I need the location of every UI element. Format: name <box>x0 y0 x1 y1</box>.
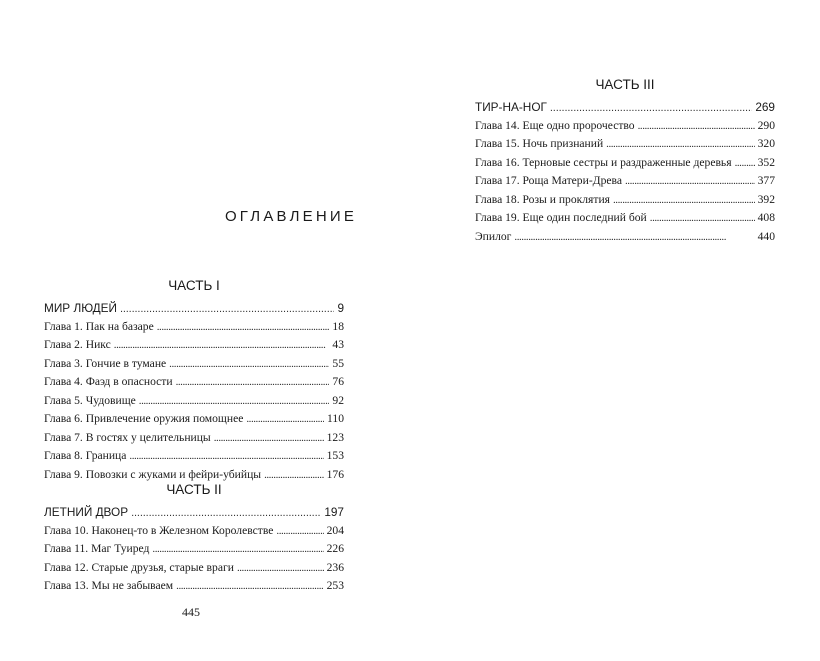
toc-entry-label: Глава 1. Пак на базаре <box>44 319 154 333</box>
toc-entry-label: Глава 3. Гончие в тумане <box>44 356 167 370</box>
toc-entry <box>44 318 344 337</box>
toc-entry <box>44 299 344 318</box>
dot-leader <box>152 540 323 559</box>
part-3-heading: ЧАСТЬ III <box>595 77 655 92</box>
toc-entry <box>44 447 344 466</box>
toc-entry-page: 236 <box>326 560 344 574</box>
toc-entry-label: Глава 10. Наконец-то в Железном Королевстве <box>44 523 274 537</box>
toc-entry <box>475 154 775 173</box>
dot-leader <box>114 336 330 355</box>
toc-entry-label: Глава 8. Граница <box>44 449 127 462</box>
toc-entry-label: МИР ЛЮДЕЙ <box>44 301 117 315</box>
toc-entry <box>44 559 344 578</box>
toc-entry-page: 76 <box>332 375 344 388</box>
toc-entry <box>475 228 775 247</box>
dot-leader <box>176 373 330 392</box>
dot-leader <box>176 577 323 596</box>
toc-entry <box>44 540 344 559</box>
dot-leader <box>246 410 324 429</box>
toc-entry <box>44 336 344 355</box>
toc-entry <box>44 503 344 522</box>
dot-leader <box>276 522 323 541</box>
toc-entry-page: 18 <box>332 319 344 333</box>
toc-entry-label: Глава 12. Старые друзья, старые враги <box>44 560 234 574</box>
toc-entry <box>475 135 775 154</box>
toc-entry <box>475 191 775 210</box>
dot-leader <box>625 172 755 191</box>
toc-entry <box>44 373 344 392</box>
toc-entry-label: Глава 13. Мы не забываем <box>44 579 174 592</box>
part-2-entries <box>44 503 344 596</box>
toc-entry-page: 110 <box>327 412 344 425</box>
part-1-heading: ЧАСТЬ I <box>168 278 220 293</box>
toc-entry-label: Глава 9. Повозки с жуками и фейри-убийцы <box>44 467 262 481</box>
dot-leader <box>613 191 755 210</box>
toc-entry <box>44 522 344 541</box>
toc-entry-label: Глава 15. Ночь признаний <box>475 137 604 150</box>
toc-entry-page: 269 <box>755 100 775 114</box>
dot-leader <box>169 355 329 374</box>
toc-entry <box>44 392 344 411</box>
toc-entry-label: Глава 7. В гостях у целительницы <box>44 430 211 444</box>
toc-title: ОГЛАВЛЕНИЕ <box>224 208 358 225</box>
toc-entry-label: ЛЕТНИЙ ДВОР <box>44 505 129 519</box>
toc-entry-label: Глава 14. Еще одно пророчество <box>475 118 635 132</box>
toc-entry <box>44 429 344 448</box>
toc-entry <box>475 98 775 117</box>
toc-entry-page: 392 <box>757 192 775 206</box>
toc-entry-page: 197 <box>324 505 344 519</box>
toc-entry-label: Глава 11. Маг Туиред <box>44 542 150 555</box>
toc-entry-page: 9 <box>337 301 344 315</box>
toc-entry-label: Глава 16. Терновые сестры и раздраженные деревья <box>475 155 732 169</box>
dot-leader <box>157 318 330 337</box>
toc-entry-label: Глава 5. Чудовище <box>44 393 136 407</box>
toc-entry-page: 55 <box>332 356 344 370</box>
dot-leader <box>214 429 324 448</box>
toc-entry <box>44 355 344 374</box>
toc-entry <box>44 577 344 596</box>
toc-entry-label: Глава 18. Розы и проклятия <box>475 192 610 206</box>
toc-entry-page: 352 <box>757 155 775 169</box>
toc-entry-page: 290 <box>757 118 775 132</box>
toc-entry-label: Глава 2. Никс <box>44 338 111 351</box>
toc-entry-page: 440 <box>757 229 775 243</box>
toc-entry-label: Глава 4. Фаэд в опасности <box>44 375 173 388</box>
toc-entry-page: 92 <box>332 393 344 407</box>
toc-entry-label: Эпилог <box>475 229 512 243</box>
toc-entry <box>475 209 775 228</box>
toc-entry <box>475 117 775 136</box>
toc-entry-page: 123 <box>326 430 344 444</box>
toc-entry-page: 176 <box>326 467 344 481</box>
dot-leader <box>120 300 335 319</box>
dot-leader <box>129 447 323 466</box>
dot-leader <box>550 99 752 118</box>
part-3-entries <box>475 98 775 246</box>
dot-leader <box>638 117 755 136</box>
toc-entry-page: 320 <box>757 137 775 150</box>
toc-entry <box>44 410 344 429</box>
toc-entry-label: Глава 17. Роща Матери-Древа <box>475 174 622 187</box>
toc-entry <box>475 172 775 191</box>
toc-entry-page: 43 <box>332 338 344 351</box>
dot-leader <box>650 209 755 228</box>
toc-entry-page: 204 <box>326 523 344 537</box>
toc-entry-page: 253 <box>326 579 344 592</box>
page-number: 445 <box>182 605 200 619</box>
dot-leader <box>131 504 321 523</box>
toc-entry-page: 226 <box>326 542 344 555</box>
toc-entry-label: Глава 6. Привлечение оружия помощнее <box>44 412 244 425</box>
dot-leader <box>514 228 754 247</box>
part-1-entries <box>44 299 344 484</box>
toc-entry-page: 377 <box>757 174 775 187</box>
part-2-heading: ЧАСТЬ II <box>166 482 222 497</box>
dot-leader <box>606 135 754 154</box>
dot-leader <box>139 392 330 411</box>
dot-leader <box>735 154 755 173</box>
toc-entry-label: ТИР-НА-НОГ <box>475 100 547 114</box>
dot-leader <box>237 559 324 578</box>
toc-entry-page: 408 <box>757 211 775 224</box>
toc-entry-label: Глава 19. Еще один последний бой <box>475 211 647 224</box>
toc-entry-page: 153 <box>326 449 344 462</box>
